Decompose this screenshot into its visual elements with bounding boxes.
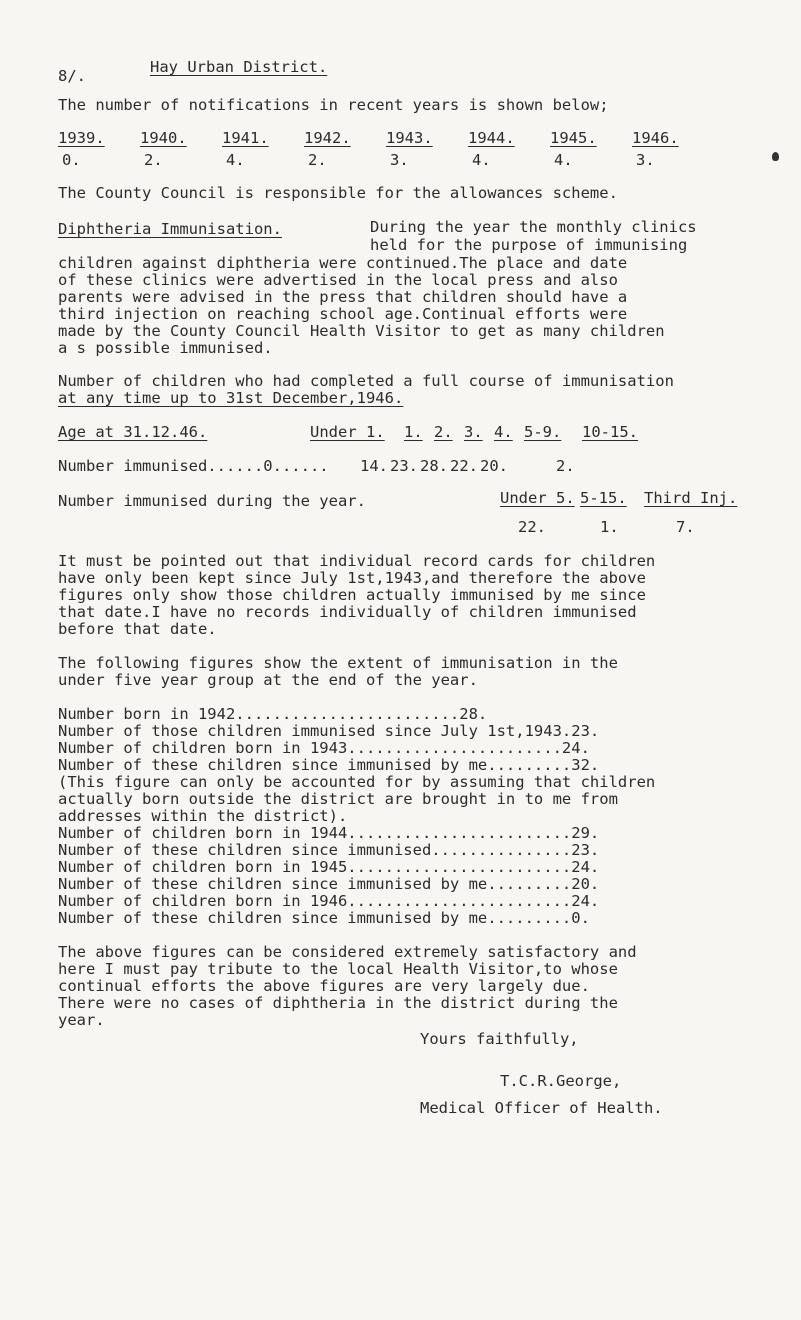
count-cell: 2. bbox=[144, 151, 163, 169]
age-table-headers bbox=[310, 424, 662, 441]
births-line: actually born outside the district are brought in to me from bbox=[58, 790, 618, 808]
during-year-values bbox=[518, 519, 716, 536]
births-line: Number of children born in 1944........................29. bbox=[58, 824, 600, 842]
diphtheria-line: third injection on reaching school age.Continual efforts were bbox=[58, 305, 628, 323]
page-number: 8/. bbox=[58, 67, 86, 85]
notification-counts-row bbox=[62, 152, 718, 169]
records-line: It must be pointed out that individual record cards for children bbox=[58, 552, 656, 570]
during-year-value: 22. bbox=[518, 518, 546, 536]
allowances-text: The County Council is responsible for the allowances scheme. bbox=[58, 184, 618, 202]
signatory-title: Medical Officer of Health. bbox=[420, 1099, 663, 1117]
records-line: that date.I have no records individually of children immunised bbox=[58, 603, 637, 621]
diphtheria-line: of these clinics were advertised in the local press and also bbox=[58, 271, 618, 289]
count-cell: 4. bbox=[554, 151, 573, 169]
age-value: 23. bbox=[390, 457, 418, 475]
records-line: figures only show those children actually immunised by me since bbox=[58, 586, 646, 604]
diphtheria-line: children against diphtheria were continued.The place and date bbox=[58, 254, 628, 272]
ink-mark bbox=[772, 152, 779, 161]
diphtheria-line: a s possible immunised. bbox=[58, 339, 273, 357]
count-cell: 4. bbox=[226, 151, 245, 169]
records-line: have only been kept since July 1st,1943,and therefore the above bbox=[58, 569, 646, 587]
diphtheria-heading: Diphtheria Immunisation. bbox=[58, 220, 282, 238]
year-cell: 1946. bbox=[632, 129, 679, 147]
age-value: 14. bbox=[360, 457, 388, 475]
district-heading: Hay Urban District. bbox=[150, 58, 328, 76]
during-year-label: Number immunised during the year. bbox=[58, 492, 366, 510]
births-line: Number of these children since immunised...............23. bbox=[58, 841, 600, 859]
conclusion-line: continual efforts the above figures are very largely due. bbox=[58, 977, 590, 995]
births-line: Number of children born in 1946........................24. bbox=[58, 892, 600, 910]
year-cell: 1940. bbox=[140, 129, 187, 147]
diphtheria-line: parents were advised in the press that children should have a bbox=[58, 288, 628, 306]
diphtheria-line: During the year the monthly clinics bbox=[370, 218, 697, 236]
notification-years-row bbox=[58, 130, 714, 147]
age-table-row-label: Number immunised......0...... bbox=[58, 457, 329, 475]
during-year-header: Under 5. bbox=[500, 489, 575, 507]
births-line: Number of children born in 1943.......................24. bbox=[58, 739, 590, 757]
births-line: addresses within the district). bbox=[58, 807, 348, 825]
age-table-label: Age at 31.12.46. bbox=[58, 423, 208, 441]
age-header: 5-9. bbox=[524, 423, 562, 441]
during-year-headers bbox=[500, 490, 744, 507]
diphtheria-line: held for the purpose of immunising bbox=[370, 236, 688, 254]
during-year-header: Third Inj. bbox=[644, 489, 738, 507]
year-cell: 1943. bbox=[386, 129, 433, 147]
during-year-value: 1. bbox=[600, 518, 619, 536]
births-line: Number of these children since immunised by me.........32. bbox=[58, 756, 600, 774]
year-cell: 1944. bbox=[468, 129, 515, 147]
year-cell: 1939. bbox=[58, 129, 105, 147]
during-year-value: 7. bbox=[676, 518, 695, 536]
births-line: Number of these children since immunised by me.........0. bbox=[58, 909, 590, 927]
count-cell: 4. bbox=[472, 151, 491, 169]
extent-line: under five year group at the end of the year. bbox=[58, 671, 478, 689]
conclusion-line: here I must pay tribute to the local Health Visitor,to whose bbox=[58, 960, 618, 978]
births-line: Number of these children since immunised by me.........20. bbox=[58, 875, 600, 893]
births-line: Number of children born in 1945........................24. bbox=[58, 858, 600, 876]
births-line: Number born in 1942........................28. bbox=[58, 705, 488, 723]
age-header: 3. bbox=[464, 423, 483, 441]
age-table-values bbox=[360, 458, 596, 475]
age-value: 22. bbox=[450, 457, 478, 475]
year-cell: 1945. bbox=[550, 129, 597, 147]
age-header: 10-15. bbox=[582, 423, 638, 441]
age-value: 20. bbox=[480, 457, 508, 475]
age-value: 2. bbox=[556, 457, 575, 475]
age-header: 2. bbox=[434, 423, 453, 441]
births-line: Number of those children immunised since July 1st,1943.23. bbox=[58, 722, 600, 740]
during-year-header: 5-15. bbox=[580, 489, 627, 507]
count-cell: 3. bbox=[636, 151, 655, 169]
count-cell: 2. bbox=[308, 151, 327, 169]
conclusion-line: There were no cases of diphtheria in the district during the bbox=[58, 994, 618, 1012]
count-cell: 3. bbox=[390, 151, 409, 169]
records-line: before that date. bbox=[58, 620, 217, 638]
extent-line: The following figures show the extent of immunisation in the bbox=[58, 654, 618, 672]
year-cell: 1941. bbox=[222, 129, 269, 147]
age-header: 4. bbox=[494, 423, 513, 441]
signatory-name: T.C.R.George, bbox=[500, 1072, 622, 1090]
conclusion-line: The above figures can be considered extremely satisfactory and bbox=[58, 943, 637, 961]
births-line: (This figure can only be accounted for by assuming that children bbox=[58, 773, 656, 791]
age-header: Under 1. bbox=[310, 423, 385, 441]
conclusion-line: year. bbox=[58, 1011, 105, 1029]
count-cell: 0. bbox=[62, 151, 81, 169]
closing: Yours faithfully, bbox=[420, 1030, 579, 1048]
completed-line: Number of children who had completed a full course of immunisation bbox=[58, 372, 674, 390]
completed-line: at any time up to 31st December,1946. bbox=[58, 389, 404, 407]
diphtheria-line: made by the County Council Health Visitor to get as many children bbox=[58, 322, 665, 340]
age-value: 28. bbox=[420, 457, 448, 475]
notifications-intro: The number of notifications in recent years is shown below; bbox=[58, 96, 609, 114]
age-header: 1. bbox=[404, 423, 423, 441]
year-cell: 1942. bbox=[304, 129, 351, 147]
